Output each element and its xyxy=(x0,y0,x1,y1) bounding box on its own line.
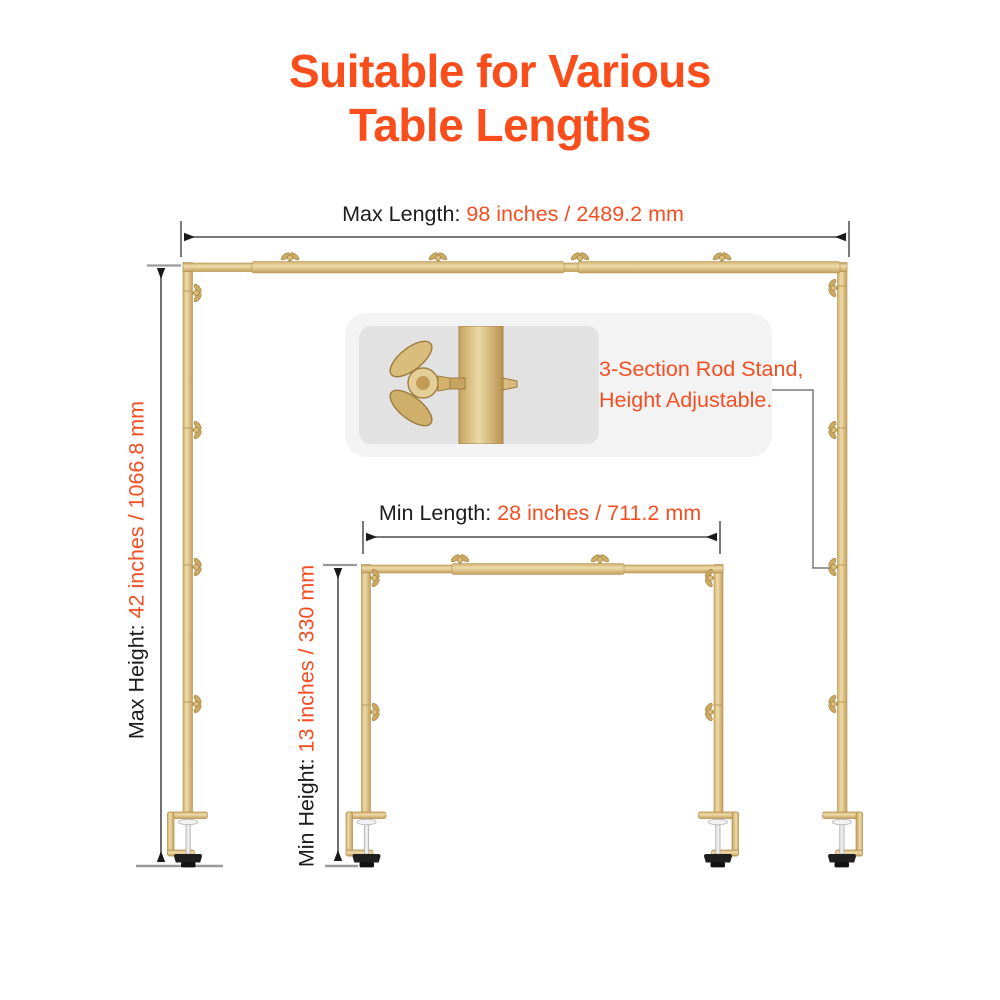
min-length-value: 28 inches / 711.2 mm xyxy=(497,501,702,525)
wing-nut-icon xyxy=(370,702,380,722)
min-height-prefix: Min Height: xyxy=(294,752,319,868)
large-frame-left-leg xyxy=(183,263,193,815)
max-height-value: 42 inches / 1066.8 mm xyxy=(124,400,149,619)
max-height-label xyxy=(125,401,150,739)
min-height-label xyxy=(295,565,320,867)
wing-nut-icon xyxy=(828,557,838,577)
wing-nut-icon xyxy=(590,554,610,564)
feature-callout xyxy=(345,313,804,457)
callout-line2: Height Adjustable. xyxy=(599,388,773,412)
large-frame-right-leg xyxy=(838,263,848,815)
max-length-label xyxy=(342,202,684,227)
wing-nut-icon xyxy=(570,252,590,262)
callout-text xyxy=(599,313,804,457)
table-clamp xyxy=(699,812,739,867)
wing-nut-icon xyxy=(712,252,732,262)
wing-nut-photo-drawing xyxy=(359,326,599,444)
max-height-prefix: Max Height: xyxy=(124,618,149,740)
page-title-line1: Suitable for Various xyxy=(289,45,711,97)
small-frame xyxy=(346,554,739,868)
table-clamp xyxy=(823,812,863,867)
wing-nut-icon xyxy=(828,278,838,298)
wing-nut-icon xyxy=(450,554,470,564)
wing-nut-icon xyxy=(704,702,714,722)
table-clamp xyxy=(346,812,386,867)
small-frame-left-leg xyxy=(362,565,371,815)
small-frame-right-leg xyxy=(714,565,723,815)
wing-nut-icon xyxy=(428,252,448,262)
min-height-value: 13 inches / 330 mm xyxy=(294,564,319,753)
min-length-label xyxy=(379,501,701,526)
wing-nut-icon xyxy=(192,694,202,714)
wing-nut-icon xyxy=(280,252,300,262)
callout-line1: 3-Section Rod Stand, xyxy=(599,357,804,381)
wing-nut-icon xyxy=(828,420,838,440)
wing-nut-photo xyxy=(359,326,599,444)
page-title xyxy=(0,44,1000,153)
min-length-prefix: Min Length: xyxy=(378,501,498,525)
wing-nut-icon xyxy=(828,694,838,714)
table-clamp xyxy=(168,812,208,867)
wing-nut-icon xyxy=(192,420,202,440)
page-title-line2: Table Lengths xyxy=(349,99,651,152)
callout-connector-line xyxy=(770,390,830,568)
max-length-prefix: Max Length: xyxy=(342,202,467,226)
max-length-value: 98 inches / 2489.2 mm xyxy=(466,202,684,226)
wing-nut-icon xyxy=(192,557,202,577)
wing-nut-icon xyxy=(192,283,202,303)
